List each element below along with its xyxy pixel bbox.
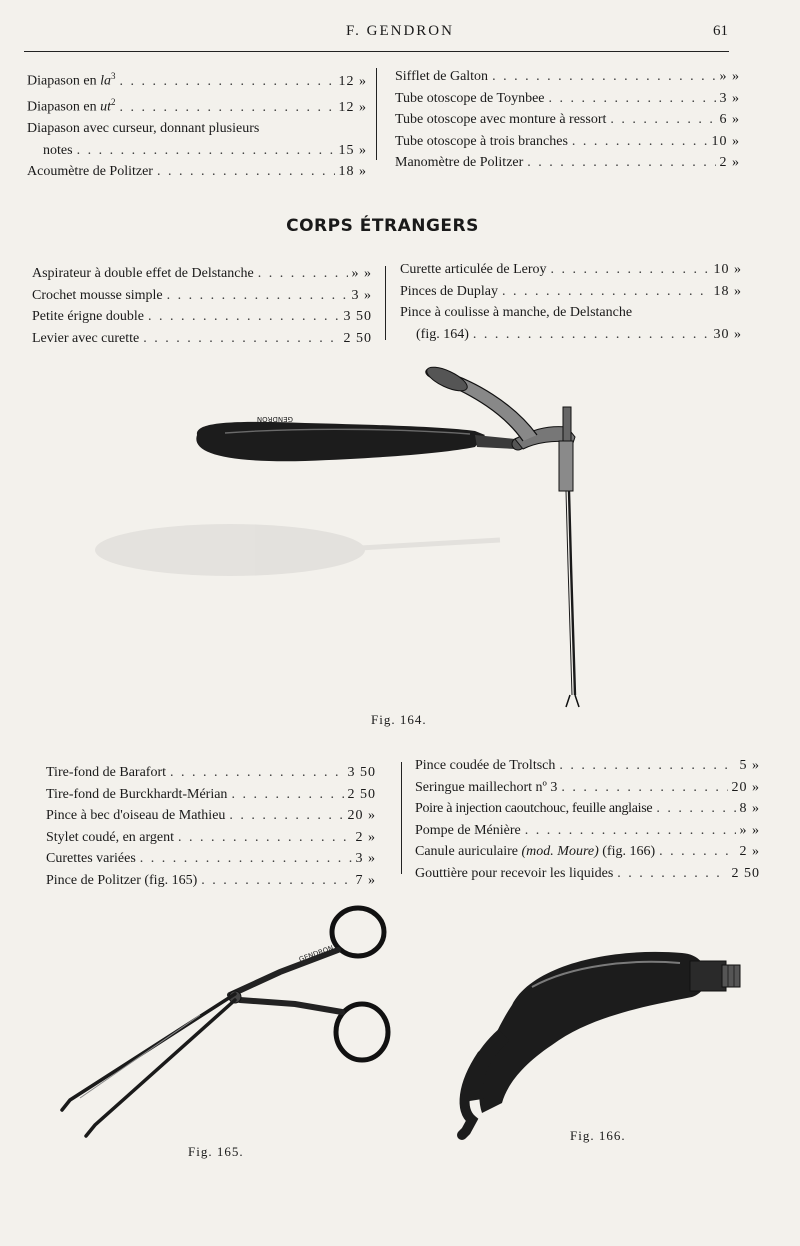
list-item: Gouttière pour recevoir les liquides . . . 2 50 (415, 863, 760, 885)
list-item: Pinces de Duplay . . . 18 » (400, 281, 742, 303)
list-item: Tube otoscope avec monture à ressort . . . 6 » (395, 109, 740, 131)
figure-165-illustration (50, 900, 395, 1145)
list-item: Tube otoscope de Toynbee . . . 3 » (395, 88, 740, 110)
list-item: Manomètre de Politzer . . . 2 » (395, 152, 740, 174)
bottom-right-price-list (415, 755, 760, 884)
list-item: Sifflet de Galton . . . » » (395, 66, 740, 88)
list-item: Poire à injection caoutchouc, feuille anglaise . . . 8 » (415, 798, 760, 820)
list-item: Diapason en $la^3$ . . . 12 » (27, 66, 367, 92)
list-item: Tire-fond de Barafort . . . 3 50 (46, 762, 376, 784)
bulb-shape (479, 952, 706, 1113)
column-divider (385, 266, 386, 340)
list-item: Stylet coudé, en argent . . . 2 » (46, 827, 376, 849)
price: 30 » (713, 326, 742, 342)
list-item: Tube otoscope à trois branches . . . 10 » (395, 131, 740, 153)
list-item: Canule auriculaire (mod. Moure) (fig. 166) . . . 2 » (415, 841, 760, 863)
list-item: Pompe de Ménière . . . » » (415, 820, 760, 842)
list-item: Petite érigne double . . . 3 50 (32, 306, 372, 328)
bottom-left-price-list (46, 762, 376, 891)
list-item: Levier avec curette . . . 2 50 (32, 328, 372, 350)
mid-right-price-list (400, 259, 742, 345)
price: 20 » (347, 808, 376, 823)
list-item-continuation: notes . . . 15 » (27, 140, 367, 162)
price: 3 50 (347, 765, 376, 780)
header-rule (24, 51, 729, 52)
price: 12 » (338, 73, 367, 89)
figure-166-caption: Fig. 166. (570, 1128, 626, 1143)
price: 15 » (338, 142, 367, 158)
figure-165-caption: Fig. 165. (188, 1144, 244, 1159)
price: 5 » (739, 758, 760, 773)
column-divider (376, 68, 377, 160)
price: 2 » (739, 844, 760, 859)
price: 2 50 (731, 865, 760, 881)
price: 3 50 (343, 309, 372, 324)
page-number: 61 (713, 23, 728, 39)
list-item: Pince de Politzer (fig. 165) . . . 7 » (46, 870, 376, 892)
figure-166-illustration (452, 935, 782, 1140)
price: 18 » (713, 283, 742, 299)
list-item: Pince à bec d'oiseau de Mathieu . . . 20 » (46, 805, 376, 827)
price: 3 » (719, 90, 740, 106)
list-item: Aspirateur à double effet de Delstanche . . . » » (32, 263, 372, 285)
price: » » (719, 69, 740, 84)
section-title: CORPS ÉTRANGERS (286, 216, 479, 236)
price: 10 » (711, 133, 740, 149)
list-item: Pince à coulisse à manche, de Delstanche (400, 305, 633, 320)
column-divider (401, 762, 402, 874)
price: 2 50 (343, 330, 372, 346)
price: 2 » (719, 155, 740, 170)
maker-stamp: GENDRON (256, 415, 293, 423)
list-item: Curette articulée de Leroy . . . 10 » (400, 259, 742, 281)
figure-164-illustration (185, 365, 605, 710)
list-item-continuation: (fig. 164) . . . 30 » (400, 324, 742, 346)
list-item: Pince coudée de Troltsch . . . 5 » (415, 755, 760, 777)
price: 2 » (355, 829, 376, 845)
running-header-author: F. GENDRON (346, 23, 454, 39)
price: 7 » (355, 872, 376, 888)
price: 2 50 (347, 786, 376, 802)
price: 3 » (351, 287, 372, 303)
price: 10 » (713, 262, 742, 277)
list-item: Tire-fond de Burckhardt-Mérian . . . 2 50 (46, 784, 376, 806)
list-item: Seringue maillechort nº 3 . . . 20 » (415, 777, 760, 799)
list-item: Acoumètre de Politzer . . . 18 » (27, 161, 367, 183)
maker-stamp: GENDRON (297, 944, 335, 964)
top-left-price-list (27, 66, 367, 183)
price: » » (351, 266, 372, 281)
list-item: Diapason en $ut^2$ . . . 12 » (27, 92, 367, 118)
price: » » (739, 822, 760, 838)
price: 18 » (338, 164, 367, 180)
list-item: Curettes variées . . . 3 » (46, 848, 376, 870)
price: 12 » (338, 99, 367, 115)
top-right-price-list (395, 66, 740, 174)
figure-164-caption: Fig. 164. (371, 712, 427, 727)
handle-shape (196, 422, 485, 461)
price: 8 » (739, 801, 760, 816)
price: 20 » (731, 779, 760, 795)
mid-left-price-list (32, 263, 372, 349)
price: 6 » (719, 112, 740, 127)
list-item: Crochet mousse simple . . . 3 » (32, 285, 372, 307)
list-item: Diapason avec curseur, donnant plusieurs (27, 121, 260, 137)
price: 3 » (355, 851, 376, 866)
